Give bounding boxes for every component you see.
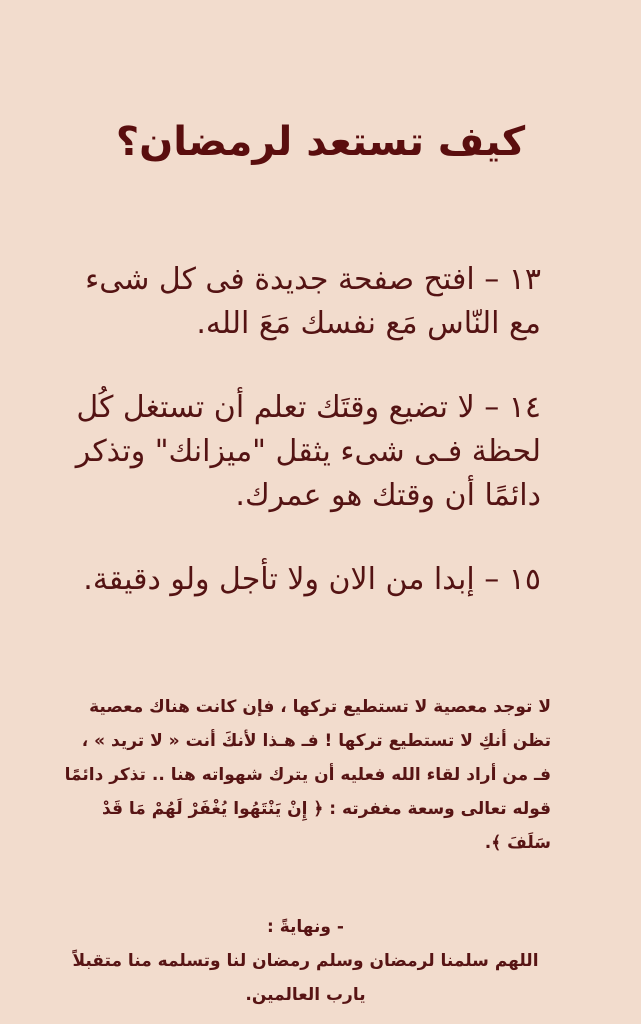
- tip-15: ١٥ – إبدا من الان ولا تأجل ولو دقيقة.: [83, 562, 541, 597]
- reminder-paragraph: لا توجد معصية لا تستطيع تركها ، فإن كانت هناك معصية تظن أنكِ لا تستطيع تركها ! فـ هـذا لأنكَ أنت « لا تريد » ، فـ من أراد لقاء الله فعليه أن يترك شهواته هنا .. تذكر دائمًا قوله تعالى وسعة مغفرته : ﴿ إِنْ يَنْتَهُوا يُغْفَرْ لَهُمْ مَا قَدْ سَلَفَ ﴾.: [64, 697, 551, 853]
- tip-14: ١٤ – لا تضيع وقتَك تعلم أن تستغل كُل لحظة فـى شىء يثقل "ميزانك" وتذكر دائمًا أن وقتك هو عمرك.: [75, 390, 541, 513]
- closing-prayer: اللهم سلمنا لرمضان وسلم رمضان لنا وتسلمه منا متقبلاً يارب العالمين.: [72, 951, 539, 1005]
- tip-13: ١٣ – افتح صفحة جديدة فى كل شىء مع النّاس مَع نفسك مَعَ الله.: [85, 262, 541, 341]
- closing-section: [60, 910, 551, 1012]
- tips-list: [70, 258, 541, 642]
- page-title: كيف تستعد لرمضان؟: [115, 119, 526, 165]
- closing-lead: - ونهايةً :: [267, 917, 344, 937]
